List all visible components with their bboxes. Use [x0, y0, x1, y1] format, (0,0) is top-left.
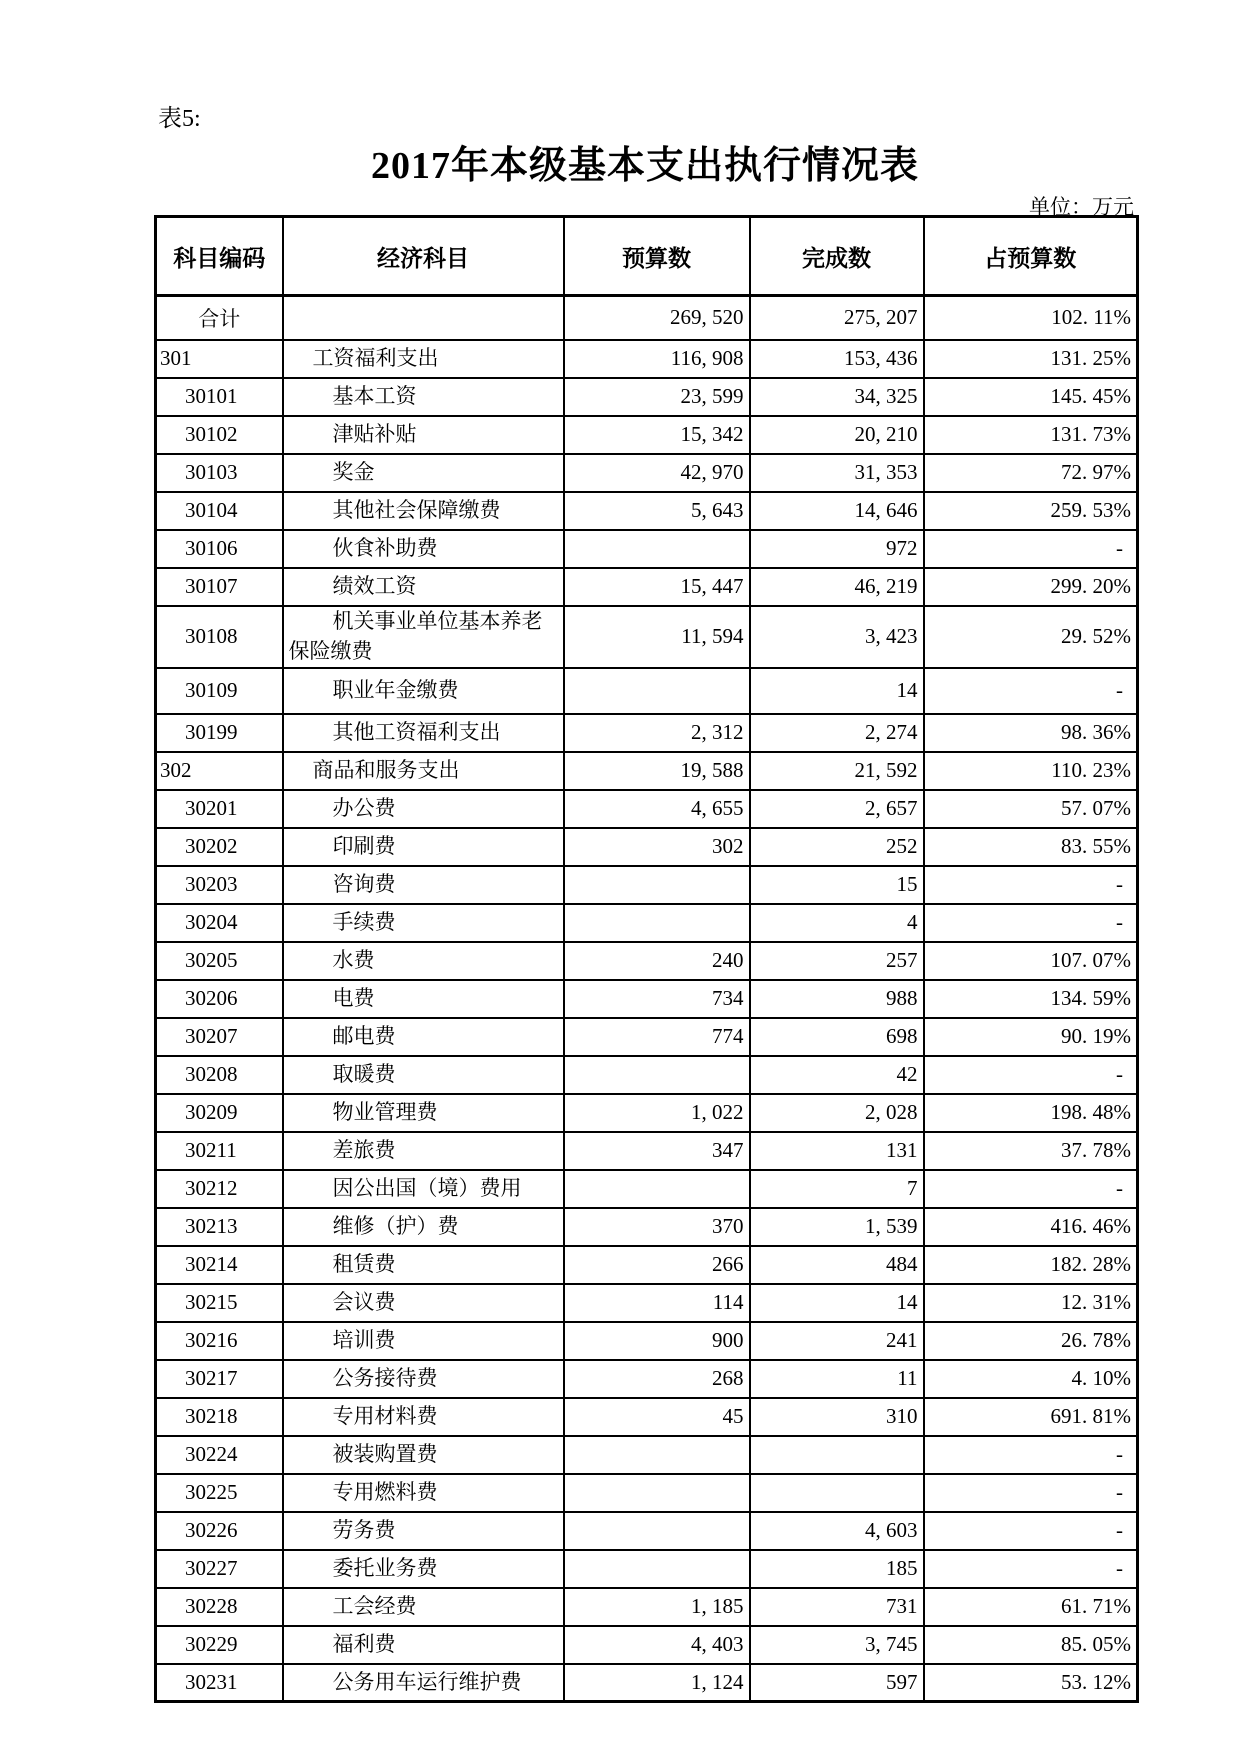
- budget-value: 2, 312: [564, 714, 750, 752]
- budget-value: 116, 908: [564, 340, 750, 378]
- subject-name: 机关事业单位基本养老保险缴费: [283, 606, 564, 668]
- table-row: [156, 1208, 1138, 1246]
- table-row: [156, 752, 1138, 790]
- table-row: [156, 714, 1138, 752]
- subject-name: 水费: [283, 942, 564, 980]
- expenditure-table: [154, 215, 1139, 1703]
- completed-value: 131: [750, 1132, 924, 1170]
- subject-name: 印刷费: [283, 828, 564, 866]
- percent-of-budget-value: -: [924, 668, 1138, 714]
- budget-value: 4, 403: [564, 1626, 750, 1664]
- subject-name: 物业管理费: [283, 1094, 564, 1132]
- subject-name: 因公出国（境）费用: [283, 1170, 564, 1208]
- table-row: [156, 568, 1138, 606]
- subject-code: 30211: [156, 1132, 283, 1170]
- budget-value: 302: [564, 828, 750, 866]
- completed-value: 2, 028: [750, 1094, 924, 1132]
- subject-name: 绩效工资: [283, 568, 564, 606]
- table-row: [156, 1436, 1138, 1474]
- table-row: [156, 904, 1138, 942]
- header-row: [156, 217, 1138, 296]
- budget-value: [564, 530, 750, 568]
- percent-of-budget-value: 98. 36%: [924, 714, 1138, 752]
- subject-code: 30207: [156, 1018, 283, 1056]
- subject-code: 30224: [156, 1436, 283, 1474]
- subject-name: 被装购置费: [283, 1436, 564, 1474]
- subject-name: [283, 296, 564, 340]
- budget-value: [564, 1512, 750, 1550]
- percent-of-budget-value: -: [924, 1550, 1138, 1588]
- subject-name: 公务接待费: [283, 1360, 564, 1398]
- completed-value: 14: [750, 1284, 924, 1322]
- table-row: [156, 530, 1138, 568]
- table-row: [156, 1360, 1138, 1398]
- completed-value: 42: [750, 1056, 924, 1094]
- table-row: [156, 1664, 1138, 1702]
- table-row: [156, 1588, 1138, 1626]
- subject-code: 30213: [156, 1208, 283, 1246]
- unit-note: 单位：万元: [1029, 195, 1134, 219]
- table-row: [156, 1512, 1138, 1550]
- subject-name: 手续费: [283, 904, 564, 942]
- subject-name: 培训费: [283, 1322, 564, 1360]
- subject-code: 30103: [156, 454, 283, 492]
- subject-name: 其他工资福利支出: [283, 714, 564, 752]
- budget-value: 42, 970: [564, 454, 750, 492]
- completed-value: [750, 1474, 924, 1512]
- completed-value: 11: [750, 1360, 924, 1398]
- budget-value: [564, 668, 750, 714]
- table-row: [156, 340, 1138, 378]
- completed-value: 2, 274: [750, 714, 924, 752]
- subject-name: 其他社会保障缴费: [283, 492, 564, 530]
- subject-name: 专用材料费: [283, 1398, 564, 1436]
- completed-value: 4, 603: [750, 1512, 924, 1550]
- subject-code: 30229: [156, 1626, 283, 1664]
- completed-value: [750, 1436, 924, 1474]
- table-row: [156, 668, 1138, 714]
- budget-value: 5, 643: [564, 492, 750, 530]
- percent-of-budget-value: 53. 12%: [924, 1664, 1138, 1702]
- completed-value: 1, 539: [750, 1208, 924, 1246]
- budget-value: 4, 655: [564, 790, 750, 828]
- subject-code: 30102: [156, 416, 283, 454]
- subject-code: 30104: [156, 492, 283, 530]
- subject-code: 30203: [156, 866, 283, 904]
- budget-value: 15, 342: [564, 416, 750, 454]
- subject-name: 公务用车运行维护费: [283, 1664, 564, 1702]
- table-row: [156, 1284, 1138, 1322]
- table-row: [156, 1474, 1138, 1512]
- budget-value: 900: [564, 1322, 750, 1360]
- subject-name: 取暖费: [283, 1056, 564, 1094]
- completed-value: 185: [750, 1550, 924, 1588]
- subject-code: 合计: [156, 296, 283, 340]
- budget-value: 1, 124: [564, 1664, 750, 1702]
- percent-of-budget-value: 61. 71%: [924, 1588, 1138, 1626]
- completed-value: 3, 745: [750, 1626, 924, 1664]
- percent-of-budget-value: -: [924, 1056, 1138, 1094]
- completed-value: 972: [750, 530, 924, 568]
- budget-value: [564, 1056, 750, 1094]
- table-row: [156, 378, 1138, 416]
- column-header: 预算数: [564, 217, 750, 296]
- subject-name: 邮电费: [283, 1018, 564, 1056]
- percent-of-budget-value: 691. 81%: [924, 1398, 1138, 1436]
- percent-of-budget-value: 416. 46%: [924, 1208, 1138, 1246]
- percent-of-budget-value: 4. 10%: [924, 1360, 1138, 1398]
- subject-name: 基本工资: [283, 378, 564, 416]
- completed-value: 7: [750, 1170, 924, 1208]
- percent-of-budget-value: -: [924, 1170, 1138, 1208]
- percent-of-budget-value: 131. 25%: [924, 340, 1138, 378]
- table-row: [156, 492, 1138, 530]
- subject-code: 30109: [156, 668, 283, 714]
- budget-value: 240: [564, 942, 750, 980]
- table-row: [156, 1246, 1138, 1284]
- column-header: 科目编码: [156, 217, 283, 296]
- percent-of-budget-value: 134. 59%: [924, 980, 1138, 1018]
- percent-of-budget-value: 57. 07%: [924, 790, 1138, 828]
- subject-name: 差旅费: [283, 1132, 564, 1170]
- completed-value: 31, 353: [750, 454, 924, 492]
- table-row: [156, 1170, 1138, 1208]
- completed-value: 15: [750, 866, 924, 904]
- subject-name: 租赁费: [283, 1246, 564, 1284]
- table-row: [156, 454, 1138, 492]
- table-row: [156, 1322, 1138, 1360]
- subject-name: 津贴补贴: [283, 416, 564, 454]
- completed-value: 252: [750, 828, 924, 866]
- budget-value: 19, 588: [564, 752, 750, 790]
- subject-name: 伙食补助费: [283, 530, 564, 568]
- percent-of-budget-value: -: [924, 904, 1138, 942]
- completed-value: 988: [750, 980, 924, 1018]
- column-header: 完成数: [750, 217, 924, 296]
- completed-value: 3, 423: [750, 606, 924, 668]
- budget-value: 23, 599: [564, 378, 750, 416]
- budget-value: [564, 904, 750, 942]
- subject-code: 30217: [156, 1360, 283, 1398]
- subject-name: 劳务费: [283, 1512, 564, 1550]
- budget-value: 734: [564, 980, 750, 1018]
- table-row: [156, 828, 1138, 866]
- column-header: 占预算数: [924, 217, 1138, 296]
- subject-code: 30215: [156, 1284, 283, 1322]
- subject-name: 委托业务费: [283, 1550, 564, 1588]
- subject-code: 30209: [156, 1094, 283, 1132]
- budget-value: 114: [564, 1284, 750, 1322]
- percent-of-budget-value: 182. 28%: [924, 1246, 1138, 1284]
- table-number-label: 表5:: [158, 106, 201, 132]
- table-body: [156, 296, 1138, 1702]
- percent-of-budget-value: -: [924, 1474, 1138, 1512]
- subject-code: 30204: [156, 904, 283, 942]
- table-row: [156, 980, 1138, 1018]
- completed-value: 310: [750, 1398, 924, 1436]
- subject-name: 咨询费: [283, 866, 564, 904]
- subject-name: 职业年金缴费: [283, 668, 564, 714]
- completed-value: 731: [750, 1588, 924, 1626]
- percent-of-budget-value: 37. 78%: [924, 1132, 1138, 1170]
- percent-of-budget-value: 299. 20%: [924, 568, 1138, 606]
- subject-code: 30206: [156, 980, 283, 1018]
- table-row: [156, 416, 1138, 454]
- percent-of-budget-value: 26. 78%: [924, 1322, 1138, 1360]
- table-header: [156, 217, 1138, 296]
- percent-of-budget-value: -: [924, 1436, 1138, 1474]
- budget-value: 1, 185: [564, 1588, 750, 1626]
- budget-value: [564, 1550, 750, 1588]
- budget-value: 15, 447: [564, 568, 750, 606]
- percent-of-budget-value: 198. 48%: [924, 1094, 1138, 1132]
- budget-value: 774: [564, 1018, 750, 1056]
- completed-value: 34, 325: [750, 378, 924, 416]
- percent-of-budget-value: 29. 52%: [924, 606, 1138, 668]
- subject-name: 工会经费: [283, 1588, 564, 1626]
- subject-code: 30227: [156, 1550, 283, 1588]
- completed-value: 698: [750, 1018, 924, 1056]
- percent-of-budget-value: 85. 05%: [924, 1626, 1138, 1664]
- completed-value: 2, 657: [750, 790, 924, 828]
- table-row: [156, 1094, 1138, 1132]
- subject-code: 30212: [156, 1170, 283, 1208]
- completed-value: 257: [750, 942, 924, 980]
- table-row: [156, 790, 1138, 828]
- completed-value: 14: [750, 668, 924, 714]
- percent-of-budget-value: 107. 07%: [924, 942, 1138, 980]
- page-title: 2017年本级基本支出执行情况表: [370, 145, 919, 187]
- subject-code: 30225: [156, 1474, 283, 1512]
- subject-code: 30218: [156, 1398, 283, 1436]
- percent-of-budget-value: 102. 11%: [924, 296, 1138, 340]
- budget-value: [564, 1474, 750, 1512]
- table-row: [156, 296, 1138, 340]
- subject-name: 商品和服务支出: [283, 752, 564, 790]
- percent-of-budget-value: -: [924, 866, 1138, 904]
- subject-code: 30214: [156, 1246, 283, 1284]
- subject-name: 奖金: [283, 454, 564, 492]
- column-header: 经济科目: [283, 217, 564, 296]
- completed-value: 484: [750, 1246, 924, 1284]
- subject-name: 维修（护）费: [283, 1208, 564, 1246]
- subject-code: 302: [156, 752, 283, 790]
- table-row: [156, 1018, 1138, 1056]
- percent-of-budget-value: -: [924, 1512, 1138, 1550]
- table-row: [156, 606, 1138, 668]
- budget-value: 11, 594: [564, 606, 750, 668]
- table-row: [156, 1132, 1138, 1170]
- budget-value: 266: [564, 1246, 750, 1284]
- subject-code: 30201: [156, 790, 283, 828]
- subject-name: 办公费: [283, 790, 564, 828]
- subject-code: 30216: [156, 1322, 283, 1360]
- completed-value: 46, 219: [750, 568, 924, 606]
- budget-value: 45: [564, 1398, 750, 1436]
- percent-of-budget-value: 145. 45%: [924, 378, 1138, 416]
- completed-value: 4: [750, 904, 924, 942]
- subject-name: 工资福利支出: [283, 340, 564, 378]
- completed-value: 20, 210: [750, 416, 924, 454]
- budget-value: [564, 1436, 750, 1474]
- percent-of-budget-value: 72. 97%: [924, 454, 1138, 492]
- percent-of-budget-value: 110. 23%: [924, 752, 1138, 790]
- budget-value: [564, 1170, 750, 1208]
- subject-code: 30106: [156, 530, 283, 568]
- table-row: [156, 866, 1138, 904]
- subject-name: 电费: [283, 980, 564, 1018]
- table-row: [156, 1626, 1138, 1664]
- subject-name: 专用燃料费: [283, 1474, 564, 1512]
- subject-code: 30202: [156, 828, 283, 866]
- budget-value: [564, 866, 750, 904]
- completed-value: 153, 436: [750, 340, 924, 378]
- completed-value: 275, 207: [750, 296, 924, 340]
- table-row: [156, 1550, 1138, 1588]
- budget-value: 370: [564, 1208, 750, 1246]
- completed-value: 597: [750, 1664, 924, 1702]
- percent-of-budget-value: 90. 19%: [924, 1018, 1138, 1056]
- table-row: [156, 1056, 1138, 1094]
- subject-code: 30208: [156, 1056, 283, 1094]
- subject-code: 30101: [156, 378, 283, 416]
- percent-of-budget-value: 83. 55%: [924, 828, 1138, 866]
- percent-of-budget-value: -: [924, 530, 1138, 568]
- budget-value: 268: [564, 1360, 750, 1398]
- subject-code: 30231: [156, 1664, 283, 1702]
- budget-value: 347: [564, 1132, 750, 1170]
- completed-value: 241: [750, 1322, 924, 1360]
- completed-value: 21, 592: [750, 752, 924, 790]
- percent-of-budget-value: 12. 31%: [924, 1284, 1138, 1322]
- percent-of-budget-value: 259. 53%: [924, 492, 1138, 530]
- subject-name: 会议费: [283, 1284, 564, 1322]
- subject-code: 30199: [156, 714, 283, 752]
- subject-code: 30108: [156, 606, 283, 668]
- table-row: [156, 1398, 1138, 1436]
- subject-code: 301: [156, 340, 283, 378]
- percent-of-budget-value: 131. 73%: [924, 416, 1138, 454]
- subject-name: 福利费: [283, 1626, 564, 1664]
- subject-code: 30226: [156, 1512, 283, 1550]
- subject-code: 30107: [156, 568, 283, 606]
- completed-value: 14, 646: [750, 492, 924, 530]
- table-row: [156, 942, 1138, 980]
- budget-value: 1, 022: [564, 1094, 750, 1132]
- budget-value: 269, 520: [564, 296, 750, 340]
- subject-code: 30228: [156, 1588, 283, 1626]
- subject-code: 30205: [156, 942, 283, 980]
